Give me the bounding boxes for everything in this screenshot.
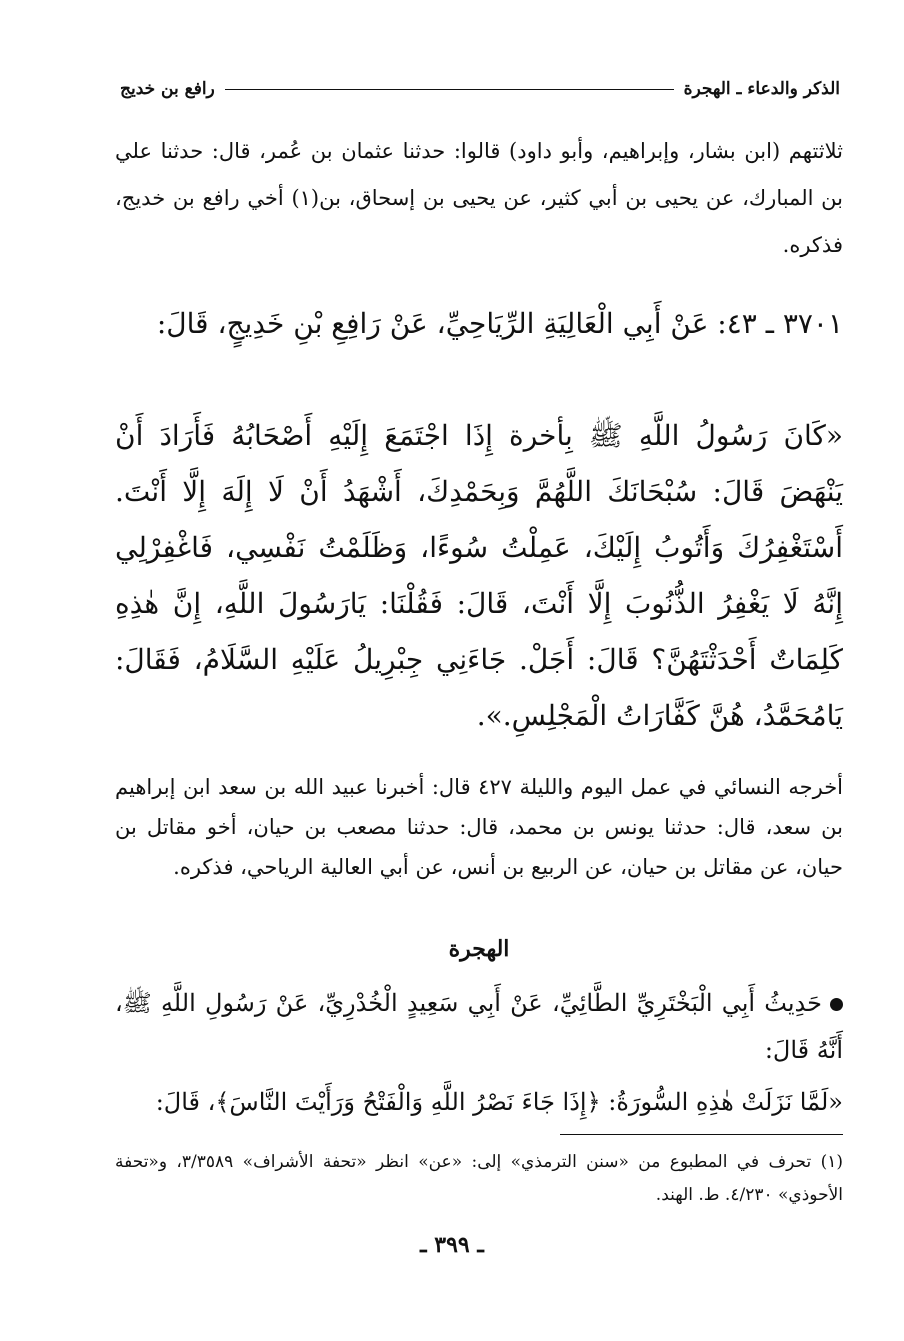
running-header: [120, 72, 840, 106]
hadith-intro: [115, 980, 843, 1074]
page-number: ـ ٣٩٩ ـ: [420, 1232, 484, 1258]
takhrij-paragraph: أخرجه النسائي في عمل اليوم والليلة ٤٢٧ قال: أخبرنا عبيد الله بن سعد ابن إبراهيم بن سعد، قال: حدثنا يونس بن محمد، قال: حدثنا مصعب بن حيان، أخو مقاتل بن حيان، عن مقاتل بن حيان، عن الربيع بن أنس، عن أبي العالية الرياحي، فذكره.: [115, 775, 844, 879]
header-rule: [225, 89, 674, 90]
bullet-icon: [830, 998, 843, 1011]
footnote: (١) تحرف في المطبوع من «سنن الترمذي» إلى: «عن» انظر «تحفة الأشراف» ٣/٣٥٨٩، و«تحفة الأحوذي» ٤/٢٣٠. ط. الهند.: [115, 1152, 844, 1205]
header-narrator-name: رافع بن خديج: [120, 79, 215, 99]
hadith-heading: ٣٧٠١ ـ ٤٣: عَنْ أَبِي الْعَالِيَةِ الرِّيَاحِيِّ، عَنْ رَافِعِ بْنِ خَدِيجٍ، قَالَ:: [156, 307, 843, 340]
hadith-quote: «لَمَّا نَزَلَتْ هٰذِهِ السُّورَةُ: ﴿إِذَا جَاءَ نَصْرُ اللَّهِ وَالْفَتْحُ وَرَأَيْتَ النَّاسَ﴾، قَالَ:: [155, 1088, 843, 1116]
hadith-text: «كَانَ رَسُولُ اللَّهِ ﷺ بِأخرة إِذَا اجْتَمَعَ إِلَيْهِ أَصْحَابُهُ فَأَرَادَ أَنْ يَنْهَضَ قَالَ: سُبْحَانَكَ اللَّهُمَّ وَبِحَمْدِكَ، أَشْهَدُ أَنْ لَا إِلَهَ إِلَّا أَنْتَ. أَسْتَغْفِرُكَ وَأَتُوبُ إِلَيْكَ، عَمِلْتُ سُوءًا، وَظَلَمْتُ نَفْسِي، فَاغْفِرْلِي إِنَّهُ لَا يَغْفِرُ الذُّنُوبَ إِلَّا أَنْتَ، قَالَ: فَقُلْنَا: يَارَسُولَ اللَّهِ، إِنَّ هٰذِهِ كَلِمَاتٌ أَحْدَثْتَهُنَّ؟ قَالَ: أَجَلْ. جَاءَنِي جِبْرِيلُ عَلَيْهِ السَّلَامُ، فَقَالَ: يَامُحَمَّدُ، هُنَّ كَفَّارَاتُ الْمَجْلِسِ.».: [115, 419, 843, 732]
section-title: الهجرة: [448, 936, 510, 962]
hadith-intro-text: حَدِيثُ أَبِي الْبَخْتَرِيِّ الطَّائِيِّ، عَنْ أَبِي سَعِيدٍ الْخُدْرِيِّ، عَنْ رَسُولِ اللَّهِ ﷺ، أَنَّهُ قَالَ:: [115, 989, 843, 1064]
footnote-divider: [560, 1134, 843, 1135]
chain-continuation-paragraph: ثلاثتهم (ابن بشار، وإبراهيم، وأبو داود) قالوا: حدثنا عثمان بن عُمر، قال: حدثنا علي بن المبارك، عن يحيى بن أبي كثير، عن يحيى بن إسحاق، بن(١) أخي رافع بن خديج، فذكره.: [115, 139, 843, 257]
header-chapter-title: الذكر والدعاء ـ الهجرة: [683, 79, 840, 99]
